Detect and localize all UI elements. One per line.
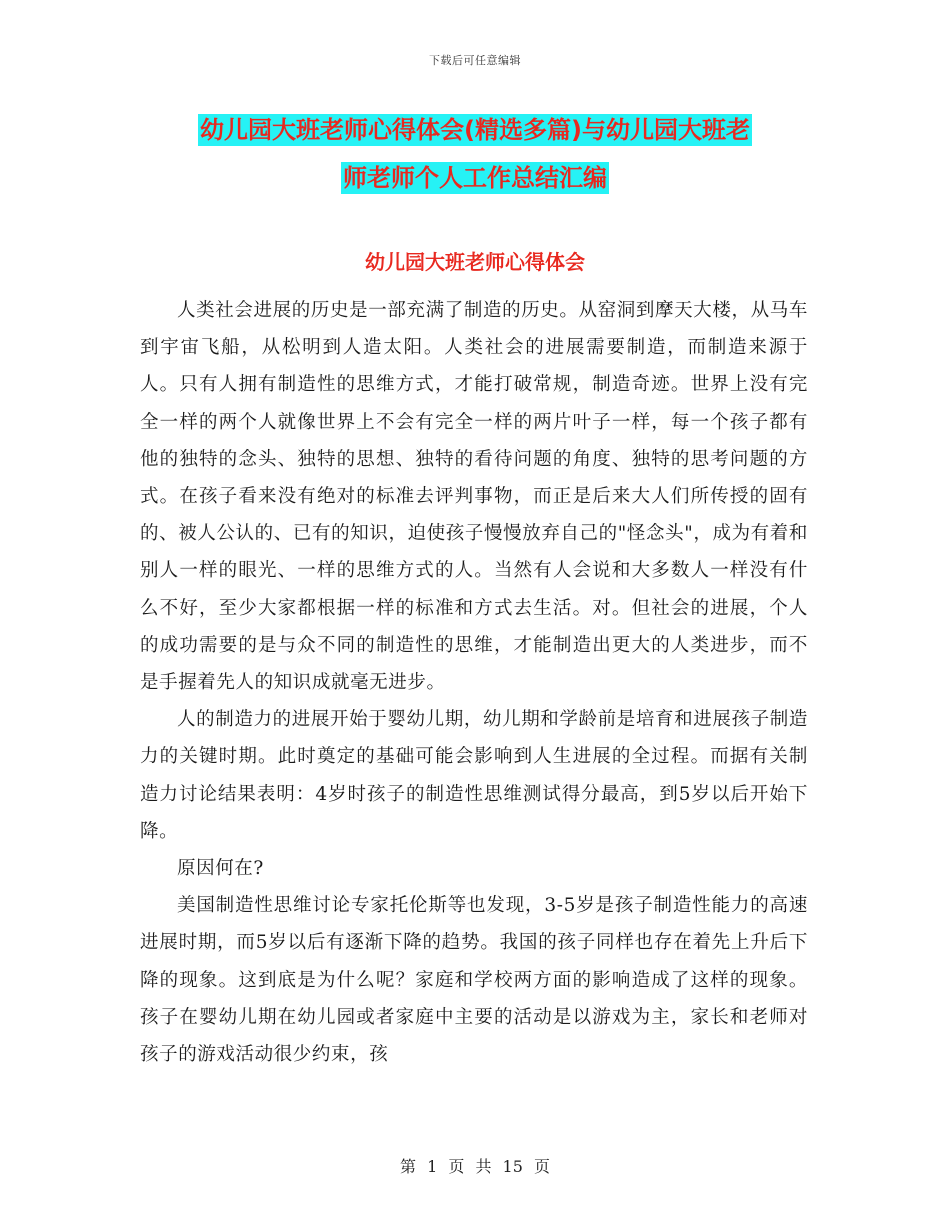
paragraph: 原因何在? [177,858,264,880]
paragraph: 人类社会进展的历史是一部充满了制造的历史。从窑洞到摩天大楼，从马车到宇宙飞船，从松明到人造太阳。人类社会的进展需要制造，而制造来源于人。只有人拥有制造性的思维方式，才能打破常规，制造奇迹。世界上没有完全一样的两个人就像世界上不会有完全一样的两片叶子一样，每一个孩子都有他的独特的念头、独特的思想、独特的看待问题的角度、独特的思考问题的方式。在孩子看来没有绝对的标准去评判事物，而正是后来大人们所传授的固有的、被人公认的、已有的知识，迫使孩子慢慢放弃自己的"怪念头"，成为有着和别人一样的眼光、一样的思维方式的人。当然有人会说和大多数人一样没有什么不好，至少大家都根据一样的标准和方式去生活。对。但社会的进展，个人的成功需要的是与众不同的制造性的思维，才能制造出更大的人类进步，而不是手握着先人的知识成就毫无进步。 [140,300,808,694]
document-body [140,292,808,1073]
section-title: 幼儿园大班老师心得体会 [365,250,585,274]
document-title-line-2: 师老师个人工作总结汇编 [343,164,607,192]
page-header-note: 下载后可任意编辑 [429,54,521,67]
page-number: 第 1 页 共 15 页 [400,1157,550,1176]
document-title-line-1: 幼儿园大班老师心得体会(精选多篇)与幼儿园大班老 [200,116,750,144]
document-title [140,106,810,202]
paragraph: 人的制造力的进展开始于婴幼儿期，幼儿期和学龄前是培育和进展孩子制造力的关键时期。此时奠定的基础可能会影响到人生进展的全过程。而据有关制造力讨论结果表明：4岁时孩子的制造性思维测试得分最高，到5岁以后开始下降。 [140,709,808,842]
paragraph: 美国制造性思维讨论专家托伦斯等也发现，3-5岁是孩子制造性能力的高速进展时期，而5岁以后有逐渐下降的趋势。我国的孩子同样也存在着先上升后下降的现象。这到底是为什么呢？家庭和学校两方面的影响造成了这样的现象。孩子在婴幼儿期在幼儿园或者家庭中主要的活动是以游戏为主，家长和老师对孩子的游戏活动很少约束，孩 [140,895,808,1066]
